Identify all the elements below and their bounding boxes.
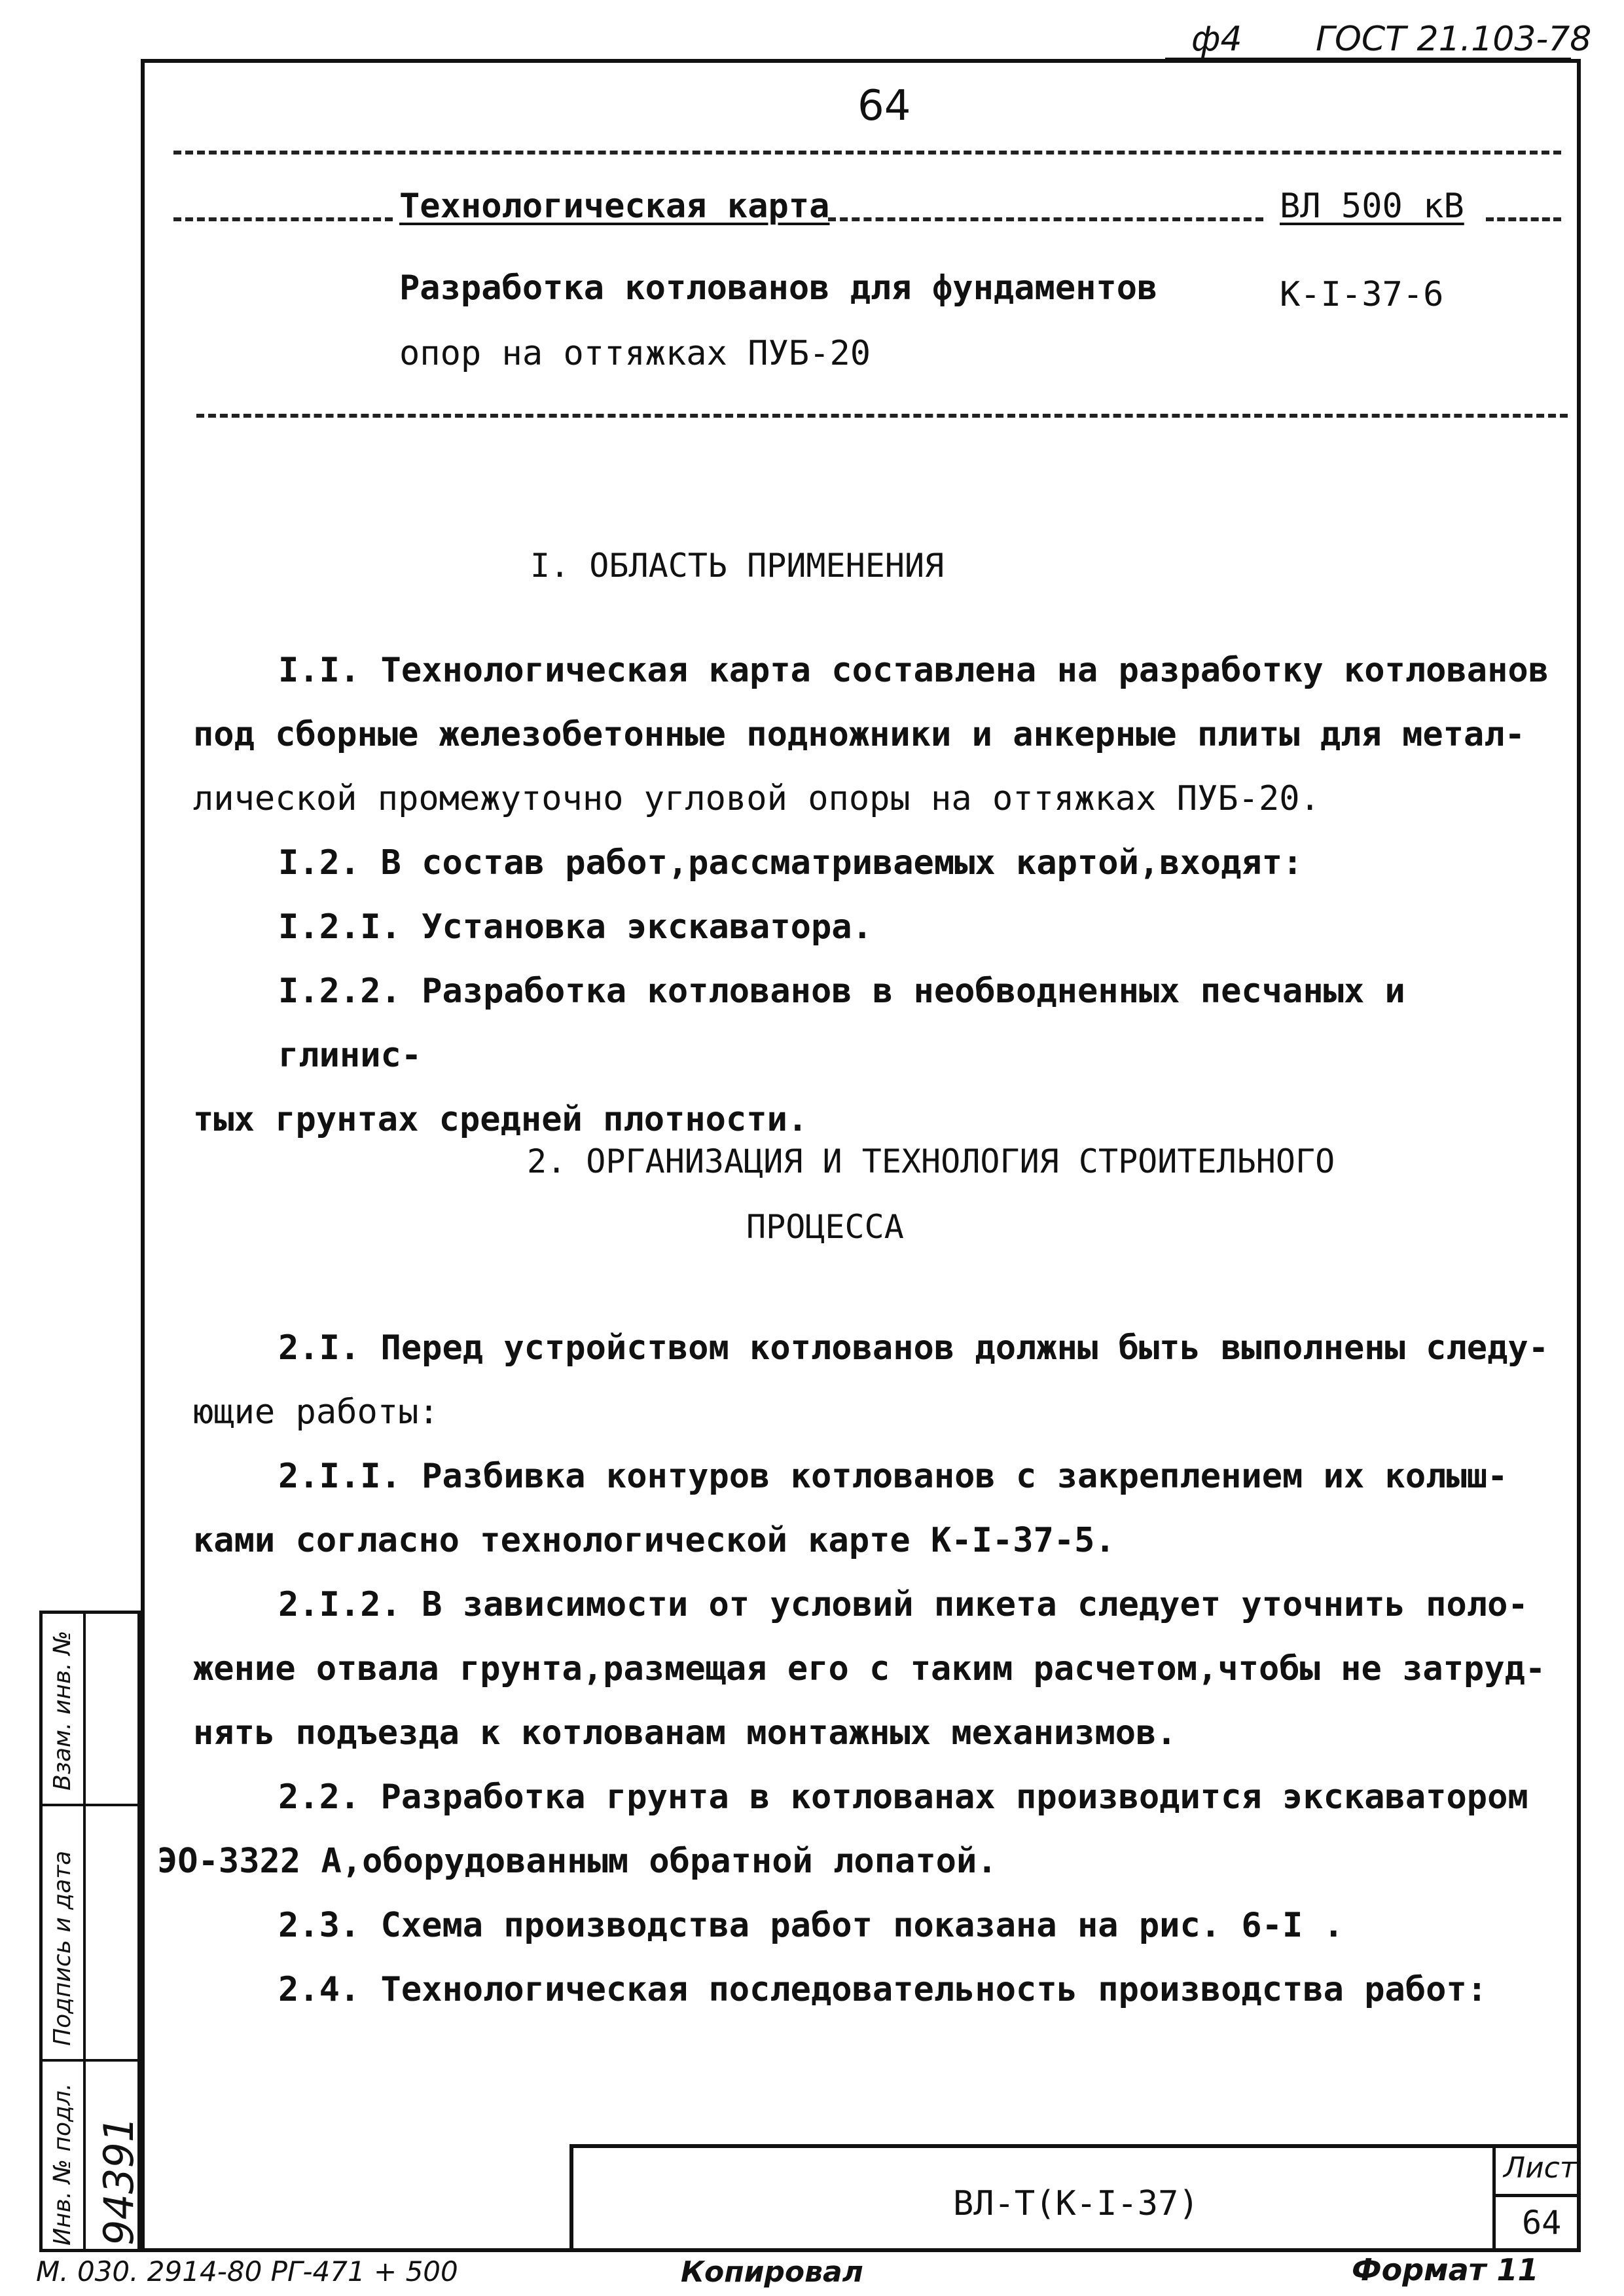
para-1-1-line-2: под сборные железобетонные подножники и анкерные плиты для метал- (193, 715, 1525, 754)
sheet-number: 64 (1522, 2204, 1562, 2242)
side-column-divider (83, 1614, 86, 2249)
para-2-1-line-2: ющие работы: (193, 1393, 439, 1432)
subtitle-line-1: Разработка котлованов для фундаментов (399, 268, 1158, 308)
section-1-heading: I. ОБЛАСТЬ ПРИМЕНЕНИЯ (530, 547, 945, 585)
para-2-4: 2.4. Технологическая последовательность производства работ: (278, 1970, 1488, 2009)
para-2-1-2-line-2: жение отвала грунта,размещая его с таким расчетом,чтобы не затруд- (193, 1649, 1546, 1688)
footer-format: Формат 11 (1352, 2252, 1539, 2287)
para-2-1-1-line-1: 2.I.I. Разбивка контуров котлованов с закреплением их колыш- (278, 1457, 1508, 1496)
footer-copied: Копировал (681, 2255, 863, 2289)
side-signature-date: Подпись и дата (49, 1850, 76, 2046)
side-row-divider-1 (43, 1804, 137, 1806)
header-dash-bottom (196, 414, 1568, 418)
side-inv-number: 94391 (95, 2116, 143, 2246)
para-2-2-line-2: ЭО-3322 А,оборудованным обратной лопатой. (157, 1842, 998, 1881)
footer-left-code: М. 030. 2914-80 РГ-471 + 500 (36, 2255, 458, 2287)
section-2-body (157, 1316, 1555, 2022)
tech-card-title: Технологическая карта (399, 187, 830, 226)
title-block-stamp (569, 2144, 1581, 2252)
document-code: ВЛ-Т(К-I-37) (953, 2184, 1199, 2223)
para-2-1-2-line-1: 2.I.2. В зависимости от условий пикета следует уточнить поло- (278, 1585, 1528, 1624)
subtitle-line-2: опор на оттяжках ПУБ-20 (399, 334, 871, 373)
para-1-1-line-3: лической промежуточно угловой опоры на оттяжках ПУБ-20. (193, 779, 1320, 818)
sheet-divider (1496, 2194, 1581, 2197)
gost-standard: ГОСТ 21.103-78 (1316, 20, 1592, 59)
para-1-2: I.2. В состав работ,рассматриваемых картой,входят: (278, 843, 1303, 883)
para-2-1-1-line-2: ками согласно технологической карте К-I-37-5. (193, 1521, 1115, 1560)
header-dash-title-right (1486, 217, 1561, 221)
para-1-2-1: I.2.I. Установка экскаватора. (278, 907, 873, 947)
para-2-1-2-line-3: нять подъезда к котлованам монтажных механизмов. (193, 1713, 1177, 1753)
para-2-3: 2.3. Схема производства работ показана на рис. 6-I . (278, 1906, 1344, 1945)
para-2-1-line-1: 2.I. Перед устройством котлованов должны быть выполнены следу- (278, 1328, 1549, 1368)
para-1-1-line-1: I.I. Технологическая карта составлена на разработку котлованов (278, 651, 1549, 690)
side-row-divider-2 (43, 2059, 137, 2062)
para-1-2-2-line-1: I.2.2. Разработка котлованов в необводненных песчаных и глинис- (278, 972, 1405, 1075)
card-code: К-I-37-6 (1280, 275, 1444, 314)
top-rule (1165, 58, 1571, 60)
para-1-2-2-line-2: тых грунтах средней плотности. (193, 1100, 808, 1139)
format-mark: ф4 (1191, 20, 1242, 59)
section-2-heading-line-1: 2. ОРГАНИЗАЦИЯ И ТЕХНОЛОГИЯ СТРОИТЕЛЬНОГО (527, 1142, 1335, 1180)
section-2-heading-line-2: ПРОЦЕССА (746, 1208, 904, 1246)
side-inv-original: Инв. № подл. (49, 2083, 76, 2246)
header-dash-title-left (173, 217, 393, 221)
para-2-2-line-1: 2.2. Разработка грунта в котлованах производится экскаватором (278, 1777, 1528, 1817)
section-1-body (193, 638, 1555, 1152)
sheet-label: Лист (1504, 2151, 1577, 2185)
sheet-cell (1492, 2148, 1581, 2252)
line-label: ВЛ 500 кВ (1280, 187, 1464, 226)
page-number-handwritten: 64 (857, 82, 911, 130)
header-dash-top (173, 151, 1561, 155)
side-replaced-inv: Взам. инв. № (49, 1630, 76, 1791)
side-approval-block (39, 1611, 141, 2252)
header-dash-title-mid (828, 217, 1263, 221)
